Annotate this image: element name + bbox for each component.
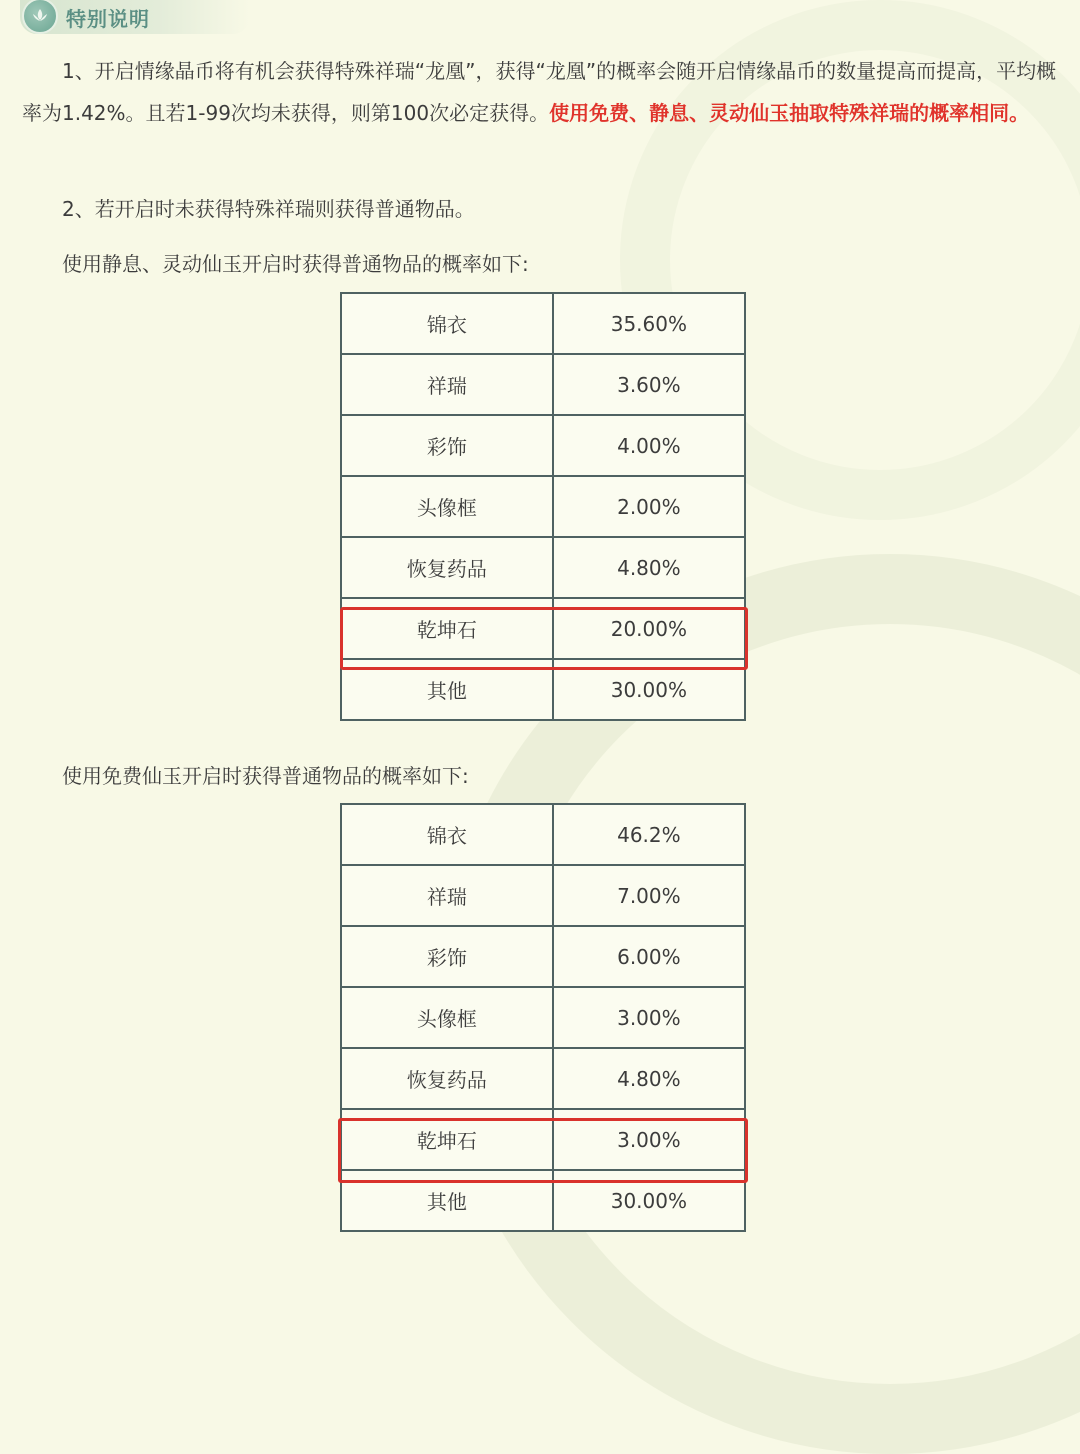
item-probability: 30.00% xyxy=(553,659,745,720)
item-probability: 4.80% xyxy=(553,1048,745,1109)
item-probability: 6.00% xyxy=(553,926,745,987)
section-header xyxy=(20,0,250,34)
table-row xyxy=(341,1109,745,1170)
lotus-icon xyxy=(22,0,58,34)
paragraph-2: 2、若开启时未获得特殊祥瑞则获得普通物品。 xyxy=(62,197,475,221)
item-probability: 3.60% xyxy=(553,354,745,415)
item-probability: 7.00% xyxy=(553,865,745,926)
item-name: 头像框 xyxy=(341,476,553,537)
table-row xyxy=(341,537,745,598)
table-row xyxy=(341,1170,745,1231)
table-row xyxy=(341,598,745,659)
section-title: 特别说明 xyxy=(66,7,150,31)
table-row xyxy=(341,926,745,987)
paragraph-1 xyxy=(22,50,1067,134)
paragraph-1-text: 1、开启情缘晶币将有机会获得特殊祥瑞“龙凰”，获得“龙凰”的概率会随开启情缘晶币的数量提高而提高，平均概率为1.42%。且若1-99次均未获得，则第100次必定获得。 xyxy=(22,59,1057,125)
table-row xyxy=(341,1048,745,1109)
item-name: 祥瑞 xyxy=(341,865,553,926)
table-row xyxy=(341,804,745,865)
table1-caption: 使用静息、灵动仙玉开启时获得普通物品的概率如下: xyxy=(62,252,529,276)
item-name: 其他 xyxy=(341,1170,553,1231)
item-name: 恢复药品 xyxy=(341,537,553,598)
table-row xyxy=(341,987,745,1048)
item-probability: 4.80% xyxy=(553,537,745,598)
table-row xyxy=(341,865,745,926)
item-probability: 4.00% xyxy=(553,415,745,476)
table-row xyxy=(341,476,745,537)
item-probability: 46.2% xyxy=(553,804,745,865)
item-name: 祥瑞 xyxy=(341,354,553,415)
item-name: 乾坤石 xyxy=(341,598,553,659)
probability-table-2 xyxy=(340,803,746,1232)
paragraph-1-emphasis: 使用免费、静息、灵动仙玉抽取特殊祥瑞的概率相同。 xyxy=(549,101,1030,125)
item-probability: 2.00% xyxy=(553,476,745,537)
item-probability: 30.00% xyxy=(553,1170,745,1231)
table-row xyxy=(341,659,745,720)
item-name: 其他 xyxy=(341,659,553,720)
item-probability: 3.00% xyxy=(553,987,745,1048)
item-name: 锦衣 xyxy=(341,293,553,354)
item-probability: 3.00% xyxy=(553,1109,745,1170)
item-probability: 20.00% xyxy=(553,598,745,659)
table-row xyxy=(341,415,745,476)
item-name: 恢复药品 xyxy=(341,1048,553,1109)
item-name: 头像框 xyxy=(341,987,553,1048)
table-row xyxy=(341,354,745,415)
table2-caption: 使用免费仙玉开启时获得普通物品的概率如下: xyxy=(62,764,469,788)
table-row xyxy=(341,293,745,354)
item-name: 乾坤石 xyxy=(341,1109,553,1170)
item-name: 锦衣 xyxy=(341,804,553,865)
item-name: 彩饰 xyxy=(341,926,553,987)
item-probability: 35.60% xyxy=(553,293,745,354)
item-name: 彩饰 xyxy=(341,415,553,476)
probability-table-1 xyxy=(340,292,746,721)
